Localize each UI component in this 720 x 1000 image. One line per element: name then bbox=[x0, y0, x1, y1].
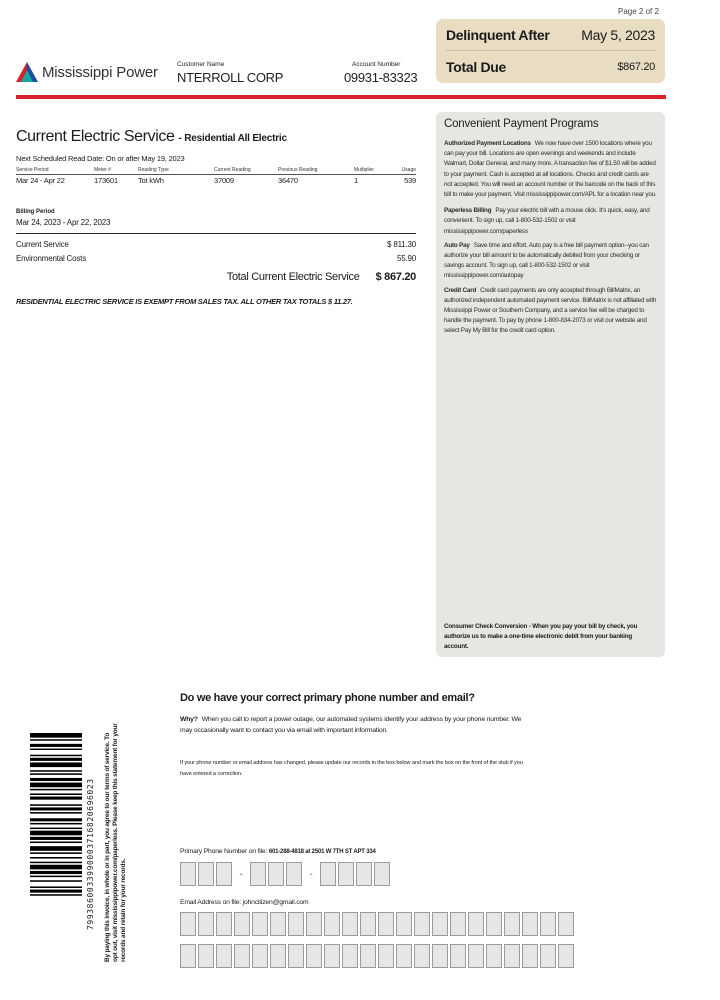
email-char-box[interactable] bbox=[432, 912, 448, 936]
charge-label: Environmental Costs bbox=[16, 254, 87, 263]
barcode-bar bbox=[30, 758, 82, 761]
stub-vertical-note-text: By paying this invoice, in whole or in part, you agree to our terms of service. To opt out, visit mississippipower.com/paperless. Please keep this statement for your records and retain for your records. bbox=[104, 723, 127, 962]
barcode-bar bbox=[30, 773, 82, 775]
email-char-box[interactable] bbox=[540, 912, 556, 936]
service-title-text: Current Electric Service bbox=[16, 128, 175, 145]
phone-digit-box[interactable] bbox=[250, 862, 266, 886]
col-multiplier: Multiplier bbox=[354, 167, 375, 173]
barcode-bar bbox=[30, 749, 82, 751]
col-meter: Meter # bbox=[94, 167, 111, 173]
service-title bbox=[16, 128, 287, 146]
stub-update-note: If your phone number or email address has changed, please update our records in the box below and mark the box on the front of the stub if you have entered a correction. bbox=[180, 760, 523, 777]
table-row bbox=[16, 175, 416, 187]
col-service-period: Service Period bbox=[16, 167, 49, 173]
email-on-file bbox=[180, 899, 308, 906]
payment-programs-title: Convenient Payment Programs bbox=[444, 118, 599, 130]
phone-digit-box[interactable] bbox=[356, 862, 372, 886]
email-char-box[interactable] bbox=[468, 944, 484, 968]
paragraph-head: Authorized Payment Locations bbox=[444, 140, 531, 147]
meter-table-header bbox=[16, 167, 416, 175]
paragraph-autopay bbox=[444, 241, 657, 282]
cell-meter: 173601 bbox=[94, 175, 138, 187]
barcode-bar bbox=[30, 828, 82, 830]
paragraph-head: Paperless Billing bbox=[444, 207, 492, 215]
phone-digit-box[interactable] bbox=[374, 862, 390, 886]
barcode-bar bbox=[30, 770, 82, 772]
barcode-bar bbox=[30, 823, 82, 825]
billing-divider bbox=[16, 233, 416, 234]
barcode-bar bbox=[30, 842, 82, 844]
barcode-bar bbox=[30, 862, 82, 864]
email-char-box[interactable] bbox=[180, 944, 196, 968]
email-char-box[interactable] bbox=[270, 944, 286, 968]
total-due-row bbox=[446, 51, 655, 83]
col-reading-type: Reading Type bbox=[138, 167, 169, 173]
stub-title: Do we have your correct primary phone number and email? bbox=[180, 692, 475, 704]
barcode-bar bbox=[30, 739, 82, 741]
stub-why-body: When you call to report a power outage, our automated systems identify your address by your phone number. We may occasionally want to contact you via email with important information. bbox=[180, 716, 522, 734]
email-char-box[interactable] bbox=[450, 944, 466, 968]
service-total-value: $ 867.20 bbox=[375, 271, 416, 283]
email-char-box[interactable] bbox=[216, 912, 232, 936]
barcode-bar bbox=[30, 744, 82, 747]
phone-digit-box[interactable] bbox=[216, 862, 232, 886]
cell-previous-reading: 36470 bbox=[278, 175, 354, 187]
barcode-bar bbox=[30, 871, 82, 874]
phone-digit-box[interactable] bbox=[198, 862, 214, 886]
cell-multiplier: 1 bbox=[354, 175, 394, 187]
billing-period-label: Billing Period bbox=[16, 209, 55, 215]
barcode-number-text: 7993860033990003716820696023 bbox=[86, 778, 95, 930]
email-char-box[interactable] bbox=[234, 912, 250, 936]
phone-on-file bbox=[180, 848, 376, 855]
stub-vertical-note bbox=[104, 722, 152, 962]
email-char-box[interactable] bbox=[198, 912, 214, 936]
email-char-box[interactable] bbox=[306, 912, 322, 936]
barcode-bar bbox=[30, 783, 82, 788]
delinquent-row bbox=[446, 19, 655, 51]
stub-why bbox=[180, 714, 535, 736]
email-char-box[interactable] bbox=[486, 912, 502, 936]
phone-digit-box[interactable] bbox=[268, 862, 284, 886]
barcode-bar bbox=[30, 831, 82, 836]
paragraph-body: Save time and effort. Auto pay is a free bill payment option--you can authorize your bill amount to be automatically debited from your checking or savings account. To sign up, call 1-800-532-1502 or visit mississippipower.com/autopay bbox=[444, 241, 649, 280]
email-char-box[interactable] bbox=[486, 944, 502, 968]
paragraph-payment-locations bbox=[444, 139, 657, 200]
email-char-box[interactable] bbox=[504, 912, 520, 936]
barcode-bar bbox=[30, 755, 82, 757]
paragraph-body: - When you pay your bill by check, you authorize us to make a one-time electronic debit from your banking account. bbox=[444, 623, 638, 650]
email-char-box[interactable] bbox=[414, 912, 430, 936]
charge-row-environmental bbox=[16, 254, 416, 263]
service-total-row bbox=[16, 271, 416, 283]
phone-digit-box[interactable] bbox=[286, 862, 302, 886]
billing-period-value: Mar 24, 2023 - Apr 22, 2023 bbox=[16, 218, 111, 227]
phone-digit-box[interactable] bbox=[180, 862, 196, 886]
charge-value: $ 811.30 bbox=[387, 240, 416, 249]
barcode-bar bbox=[30, 793, 82, 795]
email-char-box[interactable] bbox=[180, 912, 196, 936]
barcode-bar bbox=[30, 886, 82, 888]
col-previous-reading: Previous Reading bbox=[278, 167, 318, 173]
paragraph-body: We now have over 1500 locations where you can pay your bill. Locations are open evenings and weekends and include Walmart, Dollar General, and many more. A transaction fee of $1.50 will be added to your payment. Cash is accepted at all locations. Checks and credit cards are not accepted. You will need an account number or the barcode on the back of this bill to make your payment. Visit mississippipower.com/APL for a location near you. bbox=[444, 140, 657, 199]
paragraph-head: Auto Pay bbox=[444, 241, 470, 249]
email-entry-field-line-1[interactable] bbox=[180, 912, 576, 936]
email-char-box[interactable] bbox=[450, 912, 466, 936]
account-number-label: Account Number bbox=[352, 61, 401, 68]
phone-entry-field[interactable] bbox=[180, 862, 392, 886]
barcode-bar bbox=[30, 778, 82, 781]
barcode-image bbox=[30, 733, 82, 947]
email-char-box[interactable] bbox=[306, 944, 322, 968]
total-due-label: Total Due bbox=[446, 59, 507, 75]
barcode-bar bbox=[30, 733, 82, 738]
email-char-box[interactable] bbox=[324, 944, 340, 968]
email-char-box[interactable] bbox=[324, 912, 340, 936]
company-name: Mississippi Power bbox=[42, 63, 158, 81]
paragraph-body: Credit card payments are only accepted through BillMatrix, an authorized independent automated payment service. BillMatrix is not affiliated with Mississippi Power or Southern Company, and a service fee will be charged to handle the payment. To pay by phone 1-800-834-2073 or visit our website and select Pay My Bill for the credit card option. bbox=[444, 286, 657, 335]
email-label: Email Address on file: bbox=[180, 899, 241, 906]
barcode-bar bbox=[30, 807, 82, 810]
email-char-box[interactable] bbox=[378, 912, 394, 936]
phone-value: 601-288-4818 at 2501 W 7TH ST APT 334 bbox=[268, 849, 376, 855]
barcode-number bbox=[84, 730, 100, 930]
email-char-box[interactable] bbox=[558, 944, 574, 968]
email-char-box[interactable] bbox=[270, 912, 286, 936]
barcode-bar bbox=[30, 846, 82, 851]
email-char-box[interactable] bbox=[252, 912, 268, 936]
paragraph-body: Pay your electric bill with a mouse click. It's quick, easy, and convenient. To sign up, call 1-800-532-1502 or visit mississippipower.com/paperless bbox=[444, 207, 650, 235]
delinquent-date: May 5, 2023 bbox=[581, 26, 655, 43]
amount-due-panel bbox=[436, 19, 665, 83]
email-char-box[interactable] bbox=[342, 912, 358, 936]
col-current-reading: Current Reading bbox=[214, 167, 251, 173]
charge-value: 55.90 bbox=[396, 254, 416, 263]
email-char-box[interactable] bbox=[468, 912, 484, 936]
customer-name-value: NTERROLL CORP bbox=[177, 70, 284, 85]
email-char-box[interactable] bbox=[558, 912, 574, 936]
next-read-date: Next Scheduled Read Date: On or after May 19, 2023 bbox=[16, 154, 185, 163]
email-char-box[interactable] bbox=[504, 944, 520, 968]
meter-table bbox=[16, 167, 416, 186]
paragraph-head: Consumer Check Conversion bbox=[444, 623, 528, 630]
paragraph-head: Credit Card bbox=[444, 286, 477, 294]
email-value: johncitizen@gmail.com bbox=[242, 899, 309, 906]
service-total-label: Total Current Electric Service bbox=[226, 271, 360, 283]
email-char-box[interactable] bbox=[522, 912, 538, 936]
email-char-box[interactable] bbox=[396, 912, 412, 936]
barcode-bar bbox=[30, 818, 82, 821]
service-subtitle: - Residential All Electric bbox=[178, 133, 287, 144]
email-char-box[interactable] bbox=[288, 912, 304, 936]
email-char-box[interactable] bbox=[414, 944, 430, 968]
paragraph-credit-card bbox=[444, 286, 657, 337]
phone-separator: - bbox=[239, 868, 243, 880]
barcode-bar bbox=[30, 852, 82, 854]
phone-separator: - bbox=[309, 868, 313, 880]
cell-usage: 539 bbox=[394, 175, 416, 187]
account-number-value: 09931-83323 bbox=[344, 70, 418, 85]
email-entry-field-line-2[interactable] bbox=[180, 944, 576, 968]
header-divider bbox=[16, 95, 666, 99]
email-char-box[interactable] bbox=[342, 944, 358, 968]
barcode-bar bbox=[30, 890, 82, 893]
email-char-box[interactable] bbox=[198, 944, 214, 968]
barcode-bar bbox=[30, 797, 82, 800]
cell-current-reading: 37009 bbox=[214, 175, 278, 187]
phone-digit-box[interactable] bbox=[338, 862, 354, 886]
charge-label: Current Service bbox=[16, 240, 69, 249]
total-due-value: $867.20 bbox=[617, 61, 655, 73]
email-char-box[interactable] bbox=[432, 944, 448, 968]
phone-digit-box[interactable] bbox=[320, 862, 336, 886]
paragraph-paperless bbox=[444, 206, 657, 237]
barcode-bar bbox=[30, 880, 82, 882]
phone-label: Primary Phone Number on file: bbox=[180, 848, 268, 855]
barcode-bar bbox=[30, 857, 82, 859]
email-char-box[interactable] bbox=[252, 944, 268, 968]
barcode-bar bbox=[30, 837, 82, 840]
email-char-box[interactable] bbox=[216, 944, 232, 968]
customer-name-label: Customer Name bbox=[177, 61, 225, 68]
barcode-bar bbox=[30, 876, 82, 878]
payment-programs-panel bbox=[436, 112, 665, 657]
logo-triangle-icon bbox=[16, 62, 38, 82]
email-char-box[interactable] bbox=[360, 912, 376, 936]
email-char-box[interactable] bbox=[540, 944, 556, 968]
email-char-box[interactable] bbox=[234, 944, 250, 968]
email-char-box[interactable] bbox=[522, 944, 538, 968]
email-char-box[interactable] bbox=[378, 944, 394, 968]
company-logo bbox=[16, 62, 158, 82]
email-char-box[interactable] bbox=[288, 944, 304, 968]
delinquent-label: Delinquent After bbox=[446, 26, 550, 43]
cell-service-period: Mar 24 - Apr 22 bbox=[16, 175, 94, 187]
stub-why-head: Why? bbox=[180, 716, 198, 723]
email-char-box[interactable] bbox=[360, 944, 376, 968]
barcode-bar bbox=[30, 804, 82, 806]
barcode-bar bbox=[30, 894, 82, 896]
page-number: Page 2 of 2 bbox=[618, 7, 659, 16]
col-usage: Usage bbox=[401, 167, 416, 173]
paragraph-consumer-check bbox=[444, 622, 657, 652]
tax-note: RESIDENTIAL ELECTRIC SERVICE IS EXEMPT FROM SALES TAX. ALL OTHER TAX TOTALS $ 11.27. bbox=[16, 297, 353, 306]
email-char-box[interactable] bbox=[396, 944, 412, 968]
cell-reading-type: Tot kWh bbox=[138, 175, 214, 187]
barcode-bar bbox=[30, 812, 82, 814]
charge-row-current-service bbox=[16, 240, 416, 249]
barcode-bar bbox=[30, 762, 82, 767]
barcode-bar bbox=[30, 789, 82, 791]
barcode-bar bbox=[30, 865, 82, 870]
